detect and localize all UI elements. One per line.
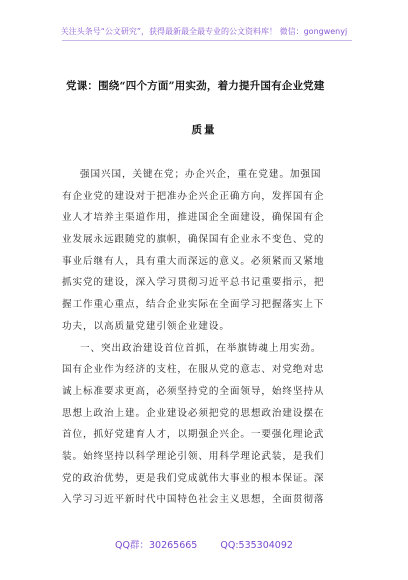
paragraph-line: 业发展永远跟随党的旗帜，确保国有企业永不变色、党的 xyxy=(62,234,325,246)
paragraph-line: 强国兴国，关键在党；办企兴企，重在党建。加强国 xyxy=(80,169,322,180)
paragraph-line: 国有企业作为经济的支柱，在服从党的意志、对党绝对忠 xyxy=(62,364,325,376)
paragraph-line: 诚上标准要求更高，必须坚持党的全面领导，始终坚持从 xyxy=(62,385,325,397)
qq-number: QQ:535304092 xyxy=(220,540,293,551)
document-title-continuation: 质量 xyxy=(191,124,217,136)
header-divider xyxy=(62,40,352,41)
header-banner: 关注头条号“公文研究”，获得最新最全最专业的公文资料库！ 微信：gongwenyj xyxy=(60,27,348,36)
paragraph-line: 党的政治优势，更是我们党成就伟大事业的根本保证。深 xyxy=(62,472,325,484)
paragraph-line: 业人才培养主渠道作用，推进国企全面建设，确保国有企 xyxy=(62,212,325,224)
paragraph-line: 首位，抓好党建育人才，以期强企兴企。一要强化理论武 xyxy=(62,429,325,441)
paragraph-line: 握工作重心重点，结合企业实际在全面学习把握落实上下 xyxy=(62,299,325,311)
document-body xyxy=(62,164,352,511)
paragraph-line: 有企业党的建设对于把准办企兴企正确方向，发挥国有企 xyxy=(62,190,325,202)
section-heading-line: 一、突出政治建设首位首抓，在举旗铸魂上用实劲。 xyxy=(80,342,322,354)
qq-group-number: QQ群：30265665 xyxy=(115,540,198,551)
paragraph-line: 功夫，以高质量党建引领企业建设。 xyxy=(62,320,230,332)
paragraph-line: 抓实党的建设，深入学习贯彻习近平总书记重要指示，把 xyxy=(62,277,325,289)
paragraph-line: 装。始终坚持以科学理论引领、用科学理论武装，是我们 xyxy=(62,450,325,462)
paragraph-line: 入学习习近平新时代中国特色社会主义思想，全面贯彻落 xyxy=(62,494,325,506)
document-title: 党课：围绕“四个方面”用实劲，着力提升国有企业党建 xyxy=(66,80,325,92)
paragraph-line: 思想上政治上建。企业建设必须把党的思想政治建设摆在 xyxy=(62,407,325,419)
paragraph-line: 事业后继有人，具有重大而深远的意义。必须紧而又紧地 xyxy=(62,255,325,267)
footer-contact xyxy=(0,537,408,551)
